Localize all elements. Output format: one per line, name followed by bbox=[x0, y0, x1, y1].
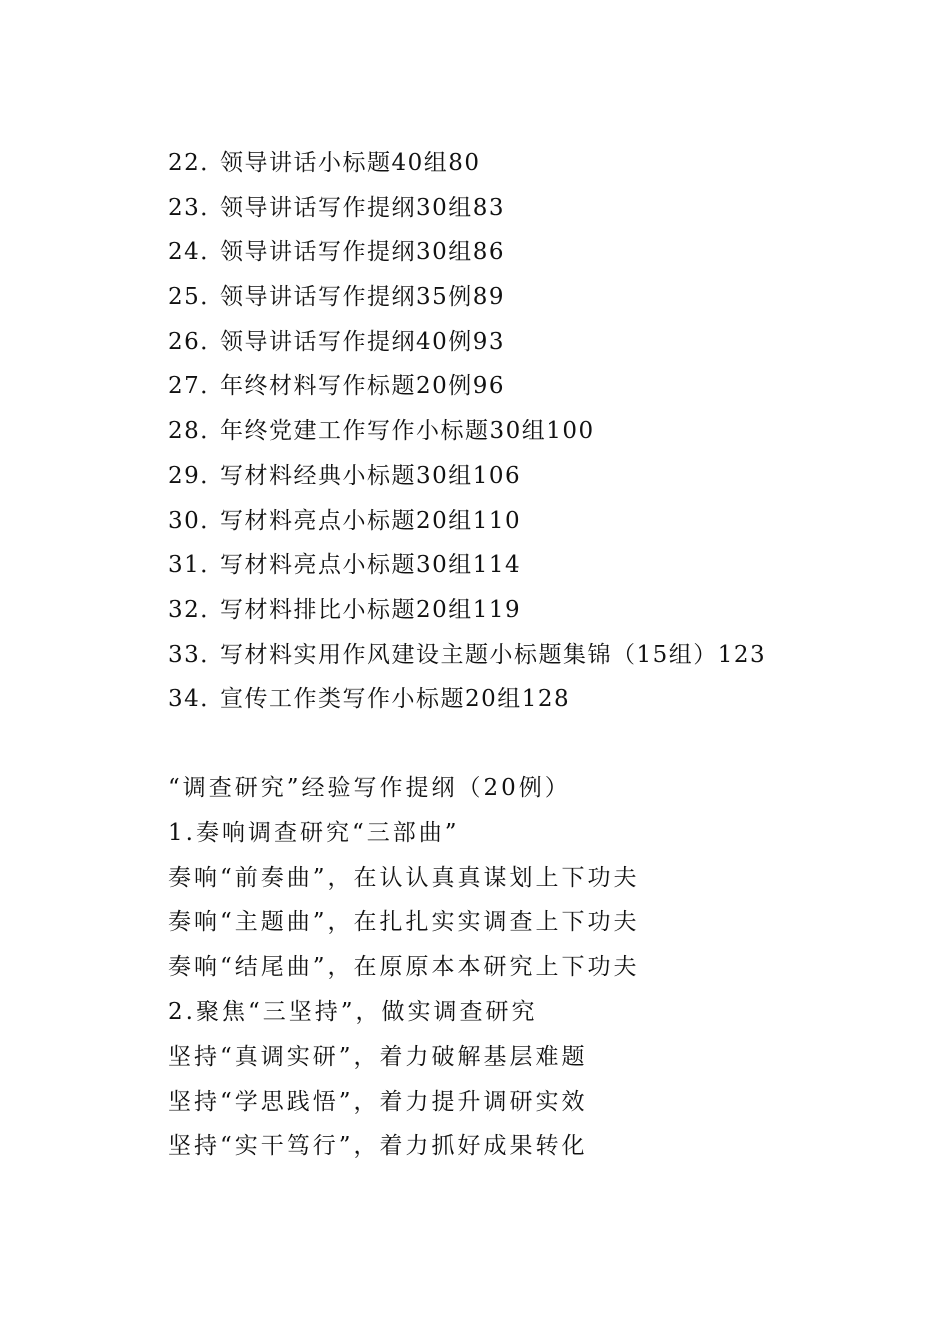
toc-item bbox=[168, 633, 888, 678]
section-title: “调查研究”经验写作提纲（20例） bbox=[168, 775, 571, 801]
outline-section bbox=[168, 766, 888, 1169]
toc-page: 119 bbox=[472, 596, 522, 623]
toc-number: 27． bbox=[168, 373, 225, 400]
toc-page: 106 bbox=[472, 462, 522, 489]
toc-page: 100 bbox=[546, 418, 595, 445]
toc-number: 29． bbox=[168, 462, 225, 489]
toc-item bbox=[168, 543, 888, 588]
toc-title: 领导讲话小标题40组 bbox=[220, 150, 449, 176]
toc-number: 24． bbox=[168, 239, 225, 266]
toc-number: 30． bbox=[168, 507, 225, 534]
toc-page: 93 bbox=[472, 328, 506, 355]
toc-item bbox=[168, 454, 888, 499]
toc-title: 年终材料写作标题20例 bbox=[220, 373, 473, 400]
toc-number: 28． bbox=[168, 418, 225, 445]
outline-line: 奏响“前奏曲”，在认认真真谋划上下功夫 bbox=[168, 864, 640, 891]
toc-item bbox=[168, 186, 888, 231]
outline-line: 坚持“学思践悟”，着力提升调研实效 bbox=[168, 1088, 588, 1115]
toc-number: 25． bbox=[168, 284, 225, 311]
toc-item bbox=[168, 364, 888, 409]
outline-line: 坚持“真调实研”，着力破解基层难题 bbox=[168, 1043, 588, 1070]
outline-line: 坚持“实干笃行”，着力抓好成果转化 bbox=[168, 1133, 588, 1160]
toc-title: 年终党建工作写作小标题30组 bbox=[220, 418, 547, 445]
outline-heading: 1.奏响调查研究“三部曲” bbox=[168, 819, 460, 846]
outline-line: 奏响“主题曲”，在扎扎实实调查上下功夫 bbox=[168, 909, 640, 936]
toc-page: 86 bbox=[472, 239, 506, 266]
toc-page: 80 bbox=[448, 150, 481, 176]
toc-number: 31． bbox=[168, 552, 225, 579]
toc-page: 114 bbox=[472, 552, 522, 579]
outline-line: 奏响“结尾曲”，在原原本本研究上下功夫 bbox=[168, 954, 640, 981]
toc-title: 领导讲话写作提纲35例 bbox=[220, 284, 473, 311]
toc-item bbox=[168, 141, 888, 186]
toc-number: 26． bbox=[168, 328, 225, 355]
toc-number: 23． bbox=[168, 194, 225, 221]
toc-page: 96 bbox=[472, 373, 506, 400]
toc-page: 89 bbox=[472, 284, 506, 311]
toc-page: 110 bbox=[472, 507, 522, 534]
toc-title: 写材料排比小标题20组 bbox=[220, 596, 473, 623]
toc-page: 128 bbox=[521, 686, 571, 713]
toc-number: 22． bbox=[168, 150, 225, 176]
toc-page: 83 bbox=[472, 194, 506, 221]
toc-title: 领导讲话写作提纲30组 bbox=[220, 239, 473, 266]
toc-item bbox=[168, 320, 888, 365]
toc-item bbox=[168, 275, 888, 320]
toc-title: 写材料实用作风建设主题小标题集锦（15组） bbox=[220, 641, 718, 668]
toc-item bbox=[168, 409, 888, 454]
toc-title: 写材料经典小标题30组 bbox=[220, 462, 473, 489]
toc-item bbox=[168, 230, 888, 275]
toc-title: 领导讲话写作提纲30组 bbox=[220, 194, 473, 221]
outline-heading: 2.聚焦“三坚持”，做实调查研究 bbox=[168, 998, 538, 1025]
toc-number: 33． bbox=[168, 641, 225, 668]
toc-page: 123 bbox=[717, 641, 767, 668]
toc-item bbox=[168, 499, 888, 544]
toc-number: 34． bbox=[168, 686, 225, 713]
toc-title: 写材料亮点小标题30组 bbox=[220, 552, 473, 579]
toc-item bbox=[168, 588, 888, 633]
toc-title: 写材料亮点小标题20组 bbox=[220, 507, 473, 534]
table-of-contents bbox=[168, 141, 888, 722]
toc-title: 宣传工作类写作小标题20组 bbox=[220, 686, 522, 713]
toc-item bbox=[168, 677, 888, 722]
toc-number: 32． bbox=[168, 596, 225, 623]
toc-title: 领导讲话写作提纲40例 bbox=[220, 328, 473, 355]
